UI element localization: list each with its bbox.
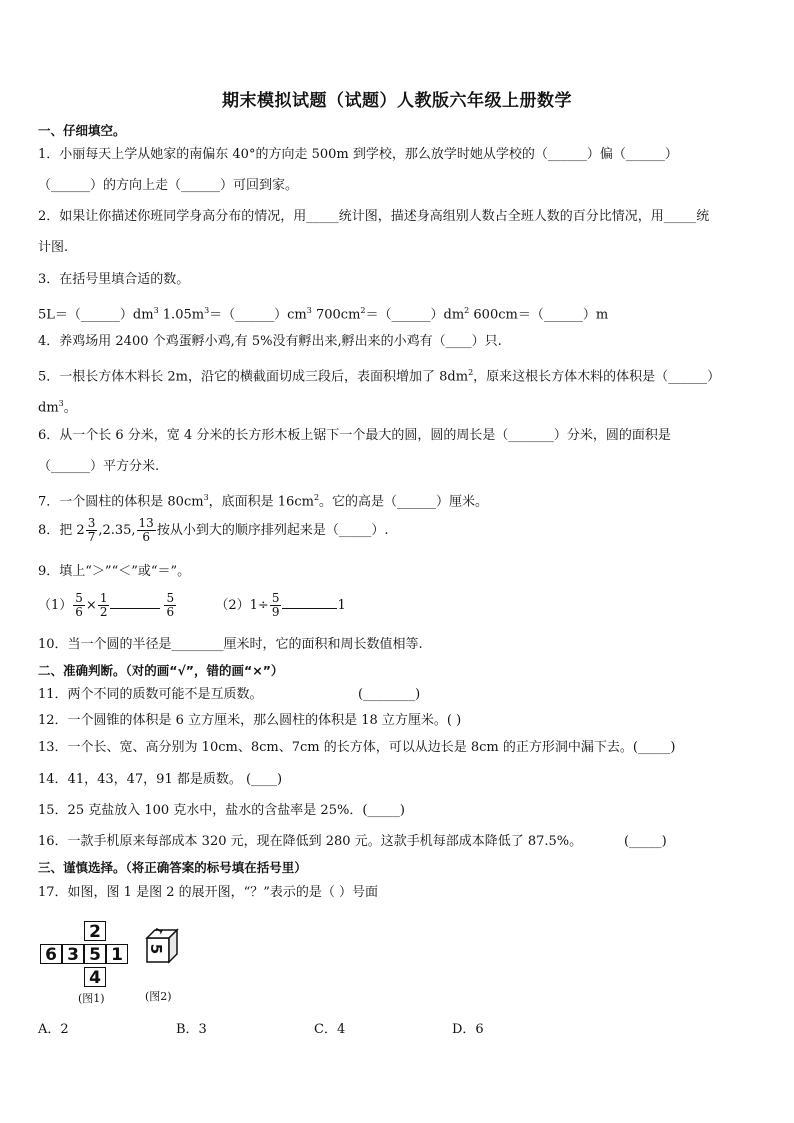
option-d[interactable]: D．6	[452, 1022, 484, 1037]
net-face-top: 2	[84, 921, 106, 941]
question-6-line-2: （______）平方分米.	[38, 459, 160, 474]
question-4: 4．养鸡场用 2400 个鸡蛋孵小鸡,有 5%没有孵出来,孵出来的小鸡有（____）只.	[38, 334, 502, 349]
section-heading-fill-blank: 一、仔细填空。	[38, 123, 126, 138]
answer-blank[interactable]	[110, 595, 160, 609]
question-3: 3．在括号里填合适的数。	[38, 272, 190, 287]
question-16-answer[interactable]: (_____)	[624, 834, 667, 849]
question-12: 12．一个圆锥的体积是 6 立方厘米，那么圆柱的体积是 18 立方厘米。( )	[38, 713, 462, 728]
answer-blank[interactable]	[282, 595, 337, 609]
net-face-row-3: 5	[84, 944, 106, 964]
question-11: 11．两个不同的质数可能不是互质数。	[38, 687, 263, 702]
net-face-row-2: 3	[62, 944, 84, 964]
question-11-answer[interactable]: (________)	[358, 687, 421, 702]
question-17: 17．如图，图 1 是图 2 的展开图，“？”表示的是（ ）号面	[38, 885, 379, 900]
question-1-line-2: （______）的方向上走（______）可回到家。	[38, 178, 299, 193]
net-face-row-1: 6	[40, 944, 62, 964]
net-face-bottom: 4	[84, 967, 106, 987]
fraction-three-sevenths: $\frac{3}{7}$	[87, 516, 96, 544]
question-2-line-1: 2．如果让你描述你班同学身高分布的情况，用_____统计图，描述身高组别人数占全班人数的百分比情况，用_____统	[38, 209, 710, 224]
cube-front-label: 5	[147, 943, 165, 955]
option-c[interactable]: C．4	[314, 1022, 346, 1037]
question-3-conversions: $5L=(\_\_\_\_\_\_)dm^3$ $1.05m^3=(\_\_\_\_\_\_)cm^3$ $700cm^2=(\_\_\_\_\_\_)dm^2$ 600cm＝（______）m	[38, 306, 609, 323]
question-14: 14．41，43，47，91 都是质数。 (____)	[38, 772, 283, 787]
question-13: 13．一个长、宽、高分别为 10cm、8cm、7cm 的长方体，可以从边长是 8cm 的正方形洞中漏下去。(_____)	[38, 740, 676, 755]
option-a[interactable]: A．2	[38, 1022, 69, 1037]
question-15: 15．25 克盐放入 100 克水中，盐水的含盐率是 25%．(_____)	[38, 803, 405, 818]
figure-1-caption: (图1)	[78, 992, 105, 1005]
question-5-line-2: $dm^3$。	[38, 399, 77, 416]
fraction-thirteen-sixths: $\frac{13}{6}$	[138, 516, 154, 544]
question-5-line-1: 5．一根长方体木料长 2m，沿它的横截面切成三段后，表面积增加了 $8dm^2$，原来这根长方体木料的体积是（______）	[38, 368, 721, 385]
question-8: 8．把 2 $\frac{3}{7}$ ,2.35, $\frac{13}{6}$ 按从小到大的顺序排列起来是（_____）.	[38, 516, 389, 544]
question-9-comparisons: （1） $\frac{5}{6}$ × $\frac{1}{2}$ $\frac{5}{6}$ （2）1÷ $\frac{5}{9}$ 1	[38, 591, 346, 619]
page-title: 期末模拟试题（试题）人教版六年级上册数学	[222, 91, 572, 111]
question-2-line-2: 计图.	[38, 240, 69, 255]
question-1-line-1: 1．小丽每天上学从她家的南偏东 40°的方向走 500m 到学校，那么放学时她从学校的（______）偏（______）	[38, 147, 678, 162]
cube-top-label: 1	[154, 925, 167, 937]
option-b[interactable]: B．3	[176, 1022, 207, 1037]
question-16: 16．一款手机原来每部成本 320 元，现在降低到 280 元。这款手机每部成本降低了 87.5%。	[38, 834, 583, 849]
question-10: 10．当一个圆的半径是________厘米时，它的面积和周长数值相等.	[38, 637, 423, 652]
question-7: 7．一个圆柱的体积是 $80cm^3$，底面积是 $16cm^2$。它的高是（______）厘米。	[38, 493, 489, 510]
net-face-row-4: 1	[106, 944, 128, 964]
question-6-line-1: 6．从一个长 6 分米，宽 4 分米的长方形木板上锯下一个最大的圆，圆的周长是（_______）分米，圆的面积是	[38, 428, 671, 443]
question-9: 9．填上“＞”“＜”或“＝”。	[38, 564, 191, 579]
section-heading-multiple-choice: 三、谨慎选择。（将正确答案的标号填在括号里）	[38, 860, 307, 875]
section-heading-true-false: 二、准确判断。（对的画“√”，错的画“×”）	[38, 663, 284, 678]
figure-2-caption: (图2)	[145, 990, 172, 1003]
